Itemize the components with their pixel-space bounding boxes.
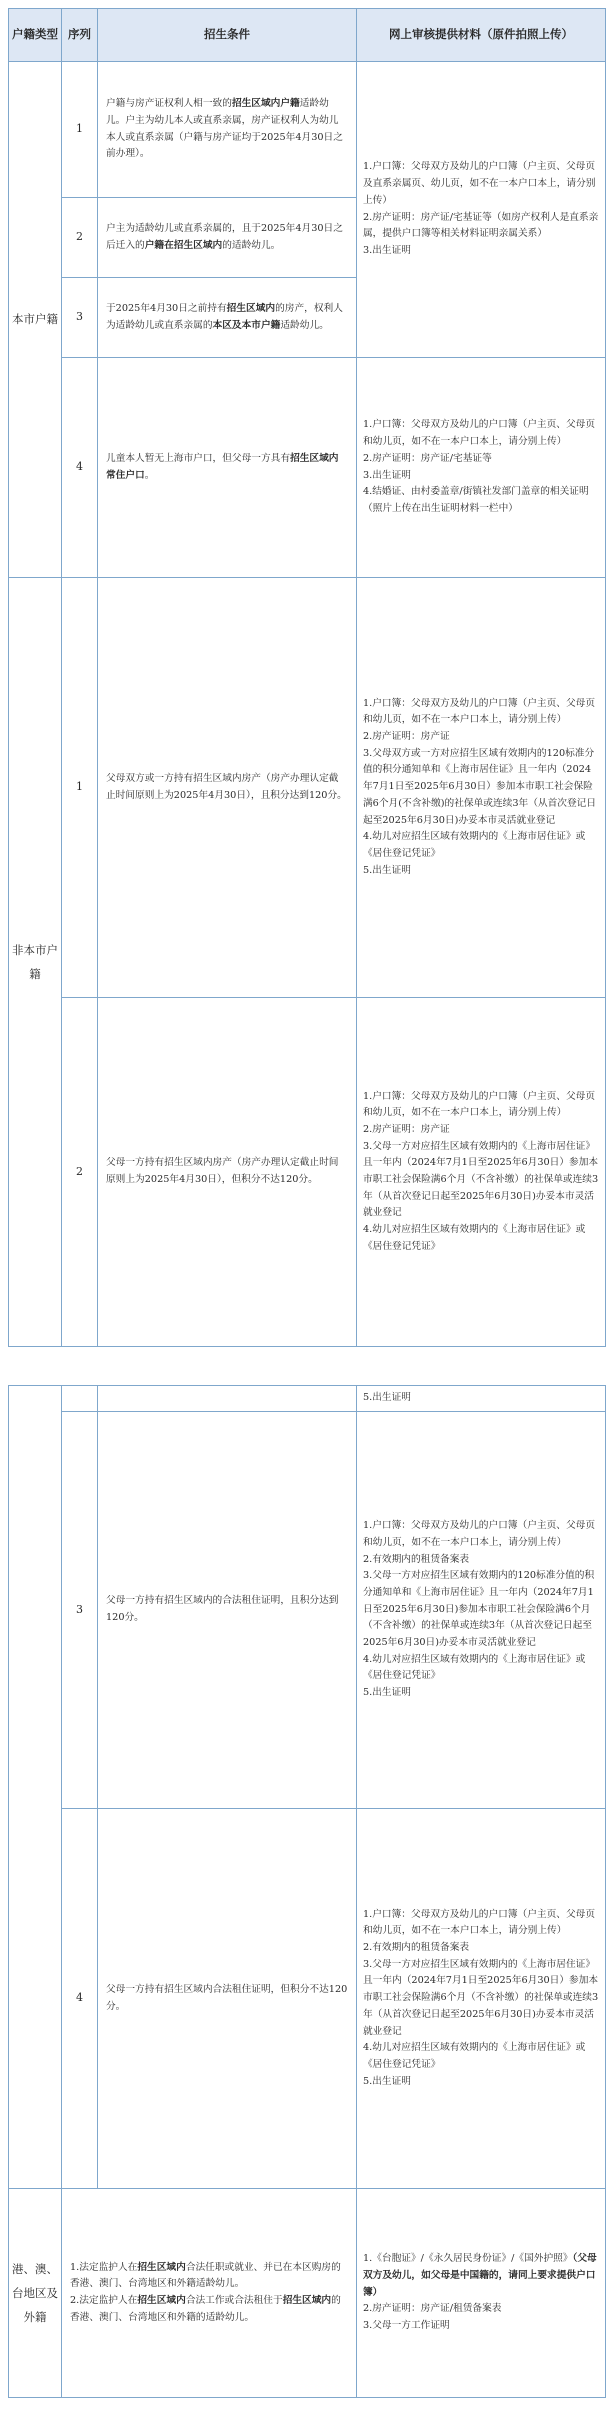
- row-seq: 4: [62, 1809, 98, 2189]
- text-segment: 合法任职或就业、并已在本区购房的香港、澳门、台湾地区和外籍适龄幼儿。: [70, 2261, 341, 2290]
- text-segment: 父母一方持有招生区域内房产（房产办理认定截止时间原则上为2025年4月30日），但积分不达120分。: [106, 1157, 339, 1185]
- text-segment: 1.法定监护人在: [70, 2261, 138, 2273]
- overseas-material-1: [363, 2251, 599, 2301]
- header-household-type: 户籍类型: [9, 9, 62, 62]
- condition-text: [98, 578, 357, 998]
- material-item: 1.户口簿：父母双方及幼儿的户口簿（户主页、父母页和幼儿页，如不在一本户口本上，请分别上传）: [363, 697, 596, 726]
- row-seq: 1: [62, 62, 98, 198]
- condition-text: [98, 62, 357, 198]
- emphasis-text: 招生区域内常住户口: [106, 452, 339, 481]
- materials-list: [357, 578, 606, 998]
- emphasis-text: 招生区域内: [226, 302, 276, 314]
- materials-list: [357, 998, 606, 1347]
- text-segment: 2.法定监护人在: [70, 2295, 138, 2306]
- material-item: 4.结婚证、由村委盖章/街镇社发部门盖章的相关证明（照片上传在出生证明材料一栏中）: [363, 486, 589, 514]
- material-item: 2.房产证明：房产证: [363, 731, 450, 743]
- row-seq: 2: [62, 998, 98, 1347]
- material-item: 1.户口簿：父母双方及幼儿的户口簿（户主页、父母页和幼儿页，如不在一本户口本上，请分别上传）: [363, 1520, 596, 1548]
- material-item: 3.父母一方对应招生区域有效期内的120标准分值的积分通知单和《上海市居住证》且一年内（2024年7月1日至2025年6月30日)参加本市职工社会保险满6个月（不含补缴）的社保单或连续3年（从首次登记日起至2025年6月30日)办妥本市灵活就业登记: [363, 1570, 595, 1649]
- emphasis-text: 户籍在招生区域内: [144, 239, 223, 251]
- material-item: 5.出生证明: [363, 2075, 411, 2087]
- material-item: 4.幼儿对应招生区域有效期内的《上海市居住证》或《居住登记凭证》: [363, 831, 586, 859]
- material-item: 2.房产证明：房产证/宅基证等: [363, 452, 492, 464]
- table-row: [9, 358, 606, 578]
- material-item: 2.房产证明：房产证: [363, 1123, 450, 1135]
- condition-text: [98, 198, 357, 278]
- text-segment: 1.《台胞证》/《永久居民身份证》/《国外护照》: [363, 2253, 573, 2265]
- condition-text: [98, 358, 357, 578]
- materials-list: [357, 62, 606, 358]
- materials-list: [357, 358, 606, 578]
- text-segment: 适龄幼儿。户主为幼儿本人或直系亲属，房产证权利人为幼儿本人或直系亲属（户籍与房产证均于2025年4月30日之前办理）。: [106, 98, 343, 160]
- material-item: 3.出生证明: [363, 469, 411, 481]
- material-item: 5.出生证明: [363, 864, 411, 876]
- material-item: 1.户口簿：父母双方及幼儿的户口簿（户主页、父母页及直系亲属页、幼儿页，如不在一本户口本上，请分别上传）: [363, 161, 596, 206]
- emphasis-text: 招生区域内: [137, 2261, 186, 2273]
- household-type-continued: [9, 1386, 62, 2189]
- table-row: [9, 578, 606, 998]
- emphasis-text: 招生区域内: [137, 2295, 186, 2306]
- overseas-condition-2: [70, 2293, 348, 2326]
- text-segment: 父母一方持有招生区域内的合法租住证明，且积分达到120分。: [106, 1595, 339, 1623]
- admission-table-part-1: [8, 8, 606, 1347]
- material-item: 4.幼儿对应招生区域有效期内的《上海市居住证》或《居住登记凭证》: [363, 1224, 586, 1252]
- material-item: 4.幼儿对应招生区域有效期内的《上海市居住证》或《居住登记凭证》: [363, 2042, 586, 2070]
- row-seq: 3: [62, 1412, 98, 1809]
- materials-continued: 5.出生证明: [357, 1386, 606, 1412]
- emphasis-text: 招生区域内: [282, 2295, 332, 2306]
- text-segment: 的香港、澳门、台湾地区和外籍的适龄幼儿。: [70, 2295, 341, 2323]
- row-seq: 2: [62, 198, 98, 278]
- header-conditions: 招生条件: [98, 9, 357, 62]
- material-item: 3.父母一方对应招生区域有效期内的《上海市居住证》且一年内（2024年7月1日至2025年6月30日）参加本市职工社会保险满6个月（不含补缴）的社保单或连续3年（从首次登记日起至2025年6月30日)办妥本市灵活就业登记: [363, 1140, 599, 1219]
- household-type-local: 本市户籍: [9, 62, 62, 578]
- table-row: [9, 1809, 606, 2189]
- material-item: 1.户口簿：父母双方及幼儿的户口簿（户主页、父母页和幼儿页，如不在一本户口本上，请分别上传）: [363, 419, 596, 448]
- overseas-conditions: [62, 2189, 357, 2398]
- emphasis-text: 招生区域内户籍: [231, 98, 300, 110]
- header-materials: 网上审核提供材料（原件拍照上传）: [357, 9, 606, 62]
- material-item: 3.父母双方或一方对应招生区域有效期内的120标准分值的积分通知单和《上海市居住证》且一年内（2024年7月1日至2025年6月30日）参加本市职工社会保险满6个月(不含补缴)的社保单或连续3年（从首次登记日起至2025年6月30日)办妥本市灵活就业登记: [363, 747, 597, 826]
- overseas-material-3: 3.父母一方工作证明: [363, 2320, 450, 2332]
- text-segment: 户籍与房产证权利人相一致的: [106, 98, 232, 110]
- table-row: [9, 1386, 606, 1412]
- condition-text: [98, 1809, 357, 2189]
- text-segment: 的适龄幼儿。: [222, 239, 281, 251]
- overseas-materials: [357, 2189, 606, 2398]
- table-row: [9, 62, 606, 198]
- overseas-condition-1: [70, 2260, 348, 2293]
- overseas-material-2: 2.房产证明：房产证/租赁备案表: [363, 2303, 502, 2315]
- material-item: 4.幼儿对应招生区域有效期内的《上海市居住证》或《居住登记凭证》: [363, 1653, 586, 1682]
- condition-text: [98, 1412, 357, 1809]
- condition-text: [98, 278, 357, 358]
- table-row: [9, 998, 606, 1347]
- materials-list: [357, 1809, 606, 2189]
- material-item: 3.出生证明: [363, 244, 411, 256]
- emphasis-text: （父母双方及幼儿，如父母是中国籍的，请同上要求提供户口簿）: [363, 2253, 597, 2298]
- text-segment: 户主为适龄幼儿或直系亲属的，且于2025年4月30日之后迁入的: [106, 222, 343, 251]
- material-item: 3.父母一方对应招生区域有效期内的《上海市居住证》且一年内（2024年7月1日至2025年6月30日）参加本市职工社会保险满6个月（不含补缴）的社保单或连续3年（从首次登记日起至2025年6月30日)办妥本市灵活就业登记: [363, 1958, 599, 2037]
- row-seq: 4: [62, 358, 98, 578]
- materials-list: [357, 1412, 606, 1809]
- table-row: [9, 1412, 606, 1809]
- text-segment: 合法工作或合法租住于: [185, 2295, 283, 2306]
- text-segment: 适龄幼儿。: [280, 319, 329, 331]
- table-row: [9, 2189, 606, 2398]
- text-segment: 父母一方持有招生区域内合法租住证明，但积分不达120分。: [106, 1983, 348, 2012]
- text-segment: 。: [144, 469, 155, 481]
- material-item: 1.户口簿：父母双方及幼儿的户口簿（户主页、父母页和幼儿页，如不在一本户口本上，请分别上传）: [363, 1908, 596, 1937]
- admission-table-part-2: [8, 1385, 606, 2398]
- emphasis-text: 本区及本市户籍: [212, 319, 281, 331]
- header-sequence: 序列: [62, 9, 98, 62]
- material-item: 2.有效期内的租赁备案表: [363, 1942, 470, 1954]
- row-seq: 1: [62, 578, 98, 998]
- text-segment: 儿童本人暂无上海市户口，但父母一方具有: [106, 452, 291, 464]
- material-item: 1.户口簿：父母双方及幼儿的户口簿（户主页、父母页和幼儿页，如不在一本户口本上，请分别上传）: [363, 1090, 596, 1119]
- household-type-overseas: 港、澳、台地区及外籍: [9, 2189, 62, 2398]
- material-item: 2.房产证明：房产证/宅基证等（如房产权利人是直系亲属，提供户口簿等相关材料证明亲属关系）: [363, 211, 599, 240]
- household-type-nonlocal: 非本市户籍: [9, 578, 62, 1347]
- material-item: 5.出生证明: [363, 1687, 411, 1699]
- row-seq: 3: [62, 278, 98, 358]
- text-segment: 父母双方或一方持有招生区域内房产（房产办理认定截止时间原则上为2025年4月30日），且积分达到120分。: [106, 772, 347, 801]
- text-segment: 的房产，权利人为适龄幼儿或直系亲属的: [106, 302, 343, 331]
- condition-text: [98, 998, 357, 1347]
- material-item: 2.有效期内的租赁备案表: [363, 1553, 470, 1565]
- text-segment: 于2025年4月30日之前持有: [106, 302, 227, 314]
